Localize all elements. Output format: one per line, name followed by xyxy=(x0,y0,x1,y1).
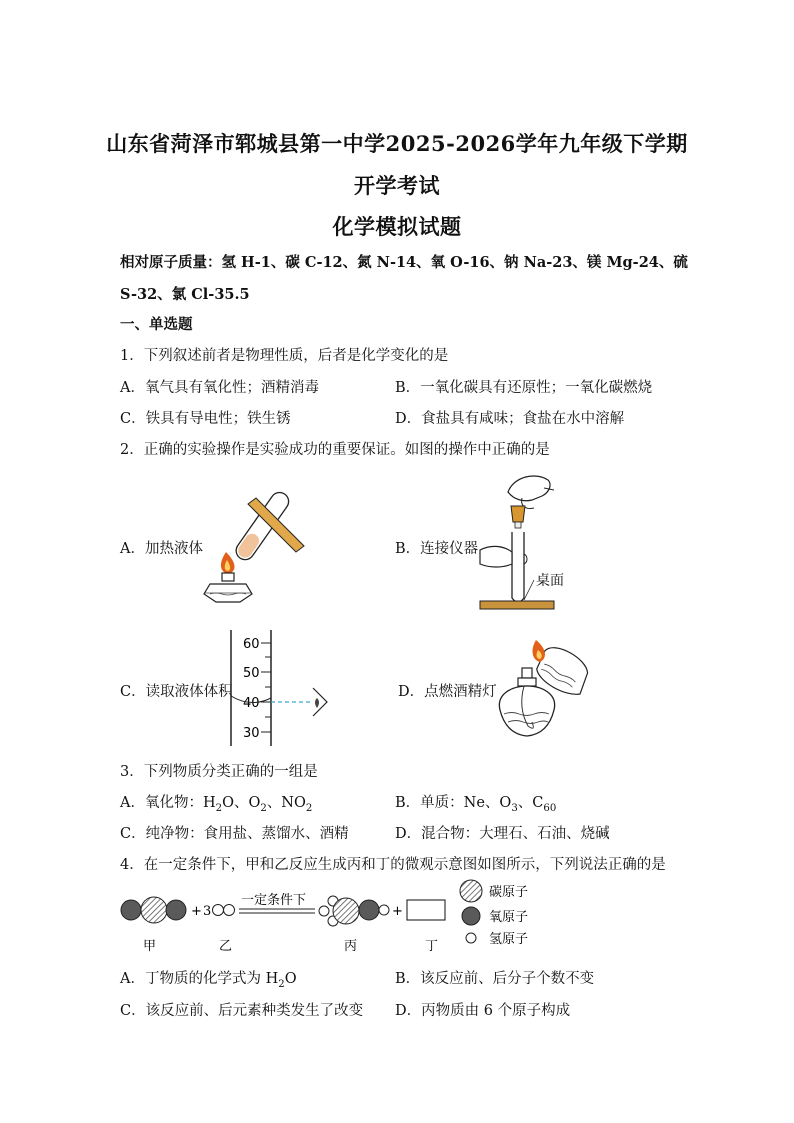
q1-option-d: D．食盐具有咸味；食盐在水中溶解 xyxy=(395,411,625,427)
q3-option-a: A．氧化物：$H_2O$、$O_2$、$NO_2$ xyxy=(120,795,313,814)
reading-volume-illustration xyxy=(225,626,335,748)
legend-carbon: 碳原子 xyxy=(489,885,529,900)
q3-option-c: C．纯净物：食用盐、蒸馏水、酒精 xyxy=(120,826,349,842)
reaction-diagram xyxy=(115,876,565,954)
q3-option-d: D．混合物：大理石、石油、烧碱 xyxy=(395,826,610,842)
legend-oxygen: 氧原子 xyxy=(489,910,529,925)
exam-title-line1: 山东省菏泽市郓城县第一中学2025-2026学年九年级下学期 xyxy=(106,131,688,156)
legend-hydrogen: 氢原子 xyxy=(489,932,529,947)
label-ding: 丁 xyxy=(425,939,439,954)
q4-option-b: B．该反应前、后分子个数不变 xyxy=(395,971,595,987)
atomic-mass-line2: S-32、氯 Cl-35.5 xyxy=(120,286,250,303)
section-heading: 一、单选题 xyxy=(120,316,193,333)
plus-sign-2: + xyxy=(392,904,403,919)
q2-option-c: C．读取液体体积 xyxy=(120,684,233,700)
q3-option-b: B．单质：Ne、$O_3$、$C_{60}$ xyxy=(395,795,557,814)
reaction-condition: 一定条件下 xyxy=(241,893,307,908)
q2-stem: 2．正确的实验操作是实验成功的重要保证。如图的操作中正确的是 xyxy=(120,442,550,458)
desk-label: 桌面 xyxy=(536,573,564,589)
q1-option-b: B．一氧化碳具有还原性；一氧化碳燃烧 xyxy=(395,380,653,396)
q2-option-d: D．点燃酒精灯 xyxy=(398,684,497,700)
lighting-lamp-illustration xyxy=(488,628,608,746)
tick-50: 50 xyxy=(243,666,260,681)
q4-option-a: A．丁物质的化学式为 $H_2O$ xyxy=(120,971,297,990)
q2-option-a: A．加热液体 xyxy=(120,541,203,557)
q4-stem: 4．在一定条件下，甲和乙反应生成丙和丁的微观示意图如图所示，下列说法正确的是 xyxy=(120,857,666,873)
q1-stem: 1．下列叙述前者是物理性质，后者是化学变化的是 xyxy=(120,348,449,364)
q1-option-c: C．铁具有导电性；铁生锈 xyxy=(120,411,291,427)
tick-60: 60 xyxy=(243,637,260,652)
plus-sign-1: + xyxy=(191,904,202,919)
connecting-apparatus-illustration xyxy=(478,470,588,615)
tick-30: 30 xyxy=(243,726,260,741)
label-jia: 甲 xyxy=(143,939,157,954)
q4-option-d: D．丙物质由 6 个原子构成 xyxy=(395,1003,571,1019)
label-bing: 丙 xyxy=(344,939,358,954)
q4-option-c: C．该反应前、后元素种类发生了改变 xyxy=(120,1003,364,1019)
exam-title-line2: 开学考试 xyxy=(354,173,440,198)
coefficient-3: 3 xyxy=(203,904,212,919)
atomic-mass-line1: 相对原子质量：氢 H-1、碳 C-12、氮 N-14、氧 O-16、钠 Na-23、镁 Mg-24、硫 xyxy=(120,254,688,271)
q2-option-b: B．连接仪器 xyxy=(395,541,479,557)
q1-option-a: A．氧气具有氧化性；酒精消毒 xyxy=(120,380,319,396)
label-yi: 乙 xyxy=(219,939,233,954)
exam-title-line3: 化学模拟试题 xyxy=(332,214,462,239)
tick-40: 40 xyxy=(243,696,260,711)
heating-liquid-illustration xyxy=(196,480,308,604)
q3-stem: 3．下列物质分类正确的一组是 xyxy=(120,764,318,780)
